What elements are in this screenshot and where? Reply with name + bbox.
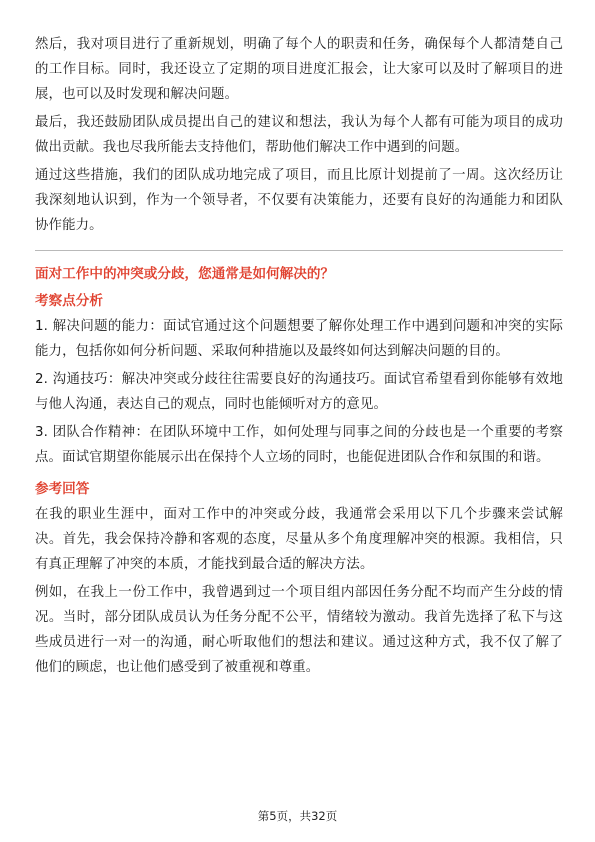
intro-paragraph-3: 通过这些措施，我们的团队成功地完成了项目，而且比原计划提前了一周。这次经历让我深刻地认识到，作为一个领导者，不仅要有决策能力，还要有良好的沟通能力和团队协作能力。 (35, 168, 563, 233)
intro-paragraph-2: 最后，我还鼓励团队成员提出自己的建议和想法，我认为每个人都有可能为项目的成功做出贡献。我也尽我所能去支持他们，帮助他们解决工作中遇到的问题。 (35, 115, 563, 155)
answer-heading: 参考回答 (35, 481, 90, 497)
page-number: 第5页，共32页 (257, 809, 338, 823)
section-divider (35, 250, 563, 251)
answer-paragraph-1: 在我的职业生涯中，面对工作中的冲突或分歧，我通常会采用以下几个步骤来尝试解决。首先，我会保持冷静和客观的态度，尽量从多个角度理解冲突的根源。我相信，只有真正理解了冲突的本质，才能找到最合适的解决方法。 (35, 507, 563, 572)
analysis-point-3: 3. 团队合作精神：在团队环境中工作，如何处理与同事之间的分歧也是一个重要的考察点。面试官期望你能展示出在保持个人立场的同时，也能促进团队合作和氛围的和谐。 (35, 425, 563, 465)
question-title: 面对工作中的冲突或分歧，您通常是如何解决的？ (35, 266, 335, 282)
analysis-point-2: 2. 沟通技巧：解决冲突或分歧往往需要良好的沟通技巧。面试官希望看到你能够有效地与他人沟通，表达自己的观点，同时也能倾听对方的意见。 (35, 372, 563, 412)
intro-paragraph-1: 然后，我对项目进行了重新规划，明确了每个人的职责和任务，确保每个人都清楚自己的工作目标。同时，我还设立了定期的项目进度汇报会，让大家可以及时了解项目的进展，也可以及时发现和解决问题。 (35, 37, 563, 102)
page-content (35, 32, 563, 683)
answer-paragraph-2: 例如，在我上一份工作中，我曾遇到过一个项目组内部因任务分配不均而产生分歧的情况。当时，部分团队成员认为任务分配不公平，情绪较为激动。我首先选择了私下与这些成员进行一对一的沟通，耐心听取他们的想法和建议。通过这种方式，我不仅了解了他们的顾虑，也让他们感受到了被重视和尊重。 (35, 585, 563, 675)
analysis-point-1: 1. 解决问题的能力：面试官通过这个问题想要了解你处理工作中遇到问题和冲突的实际能力，包括你如何分析问题、采取何种措施以及最终如何达到解决问题的目的。 (35, 319, 563, 359)
analysis-heading: 考察点分析 (35, 293, 103, 309)
